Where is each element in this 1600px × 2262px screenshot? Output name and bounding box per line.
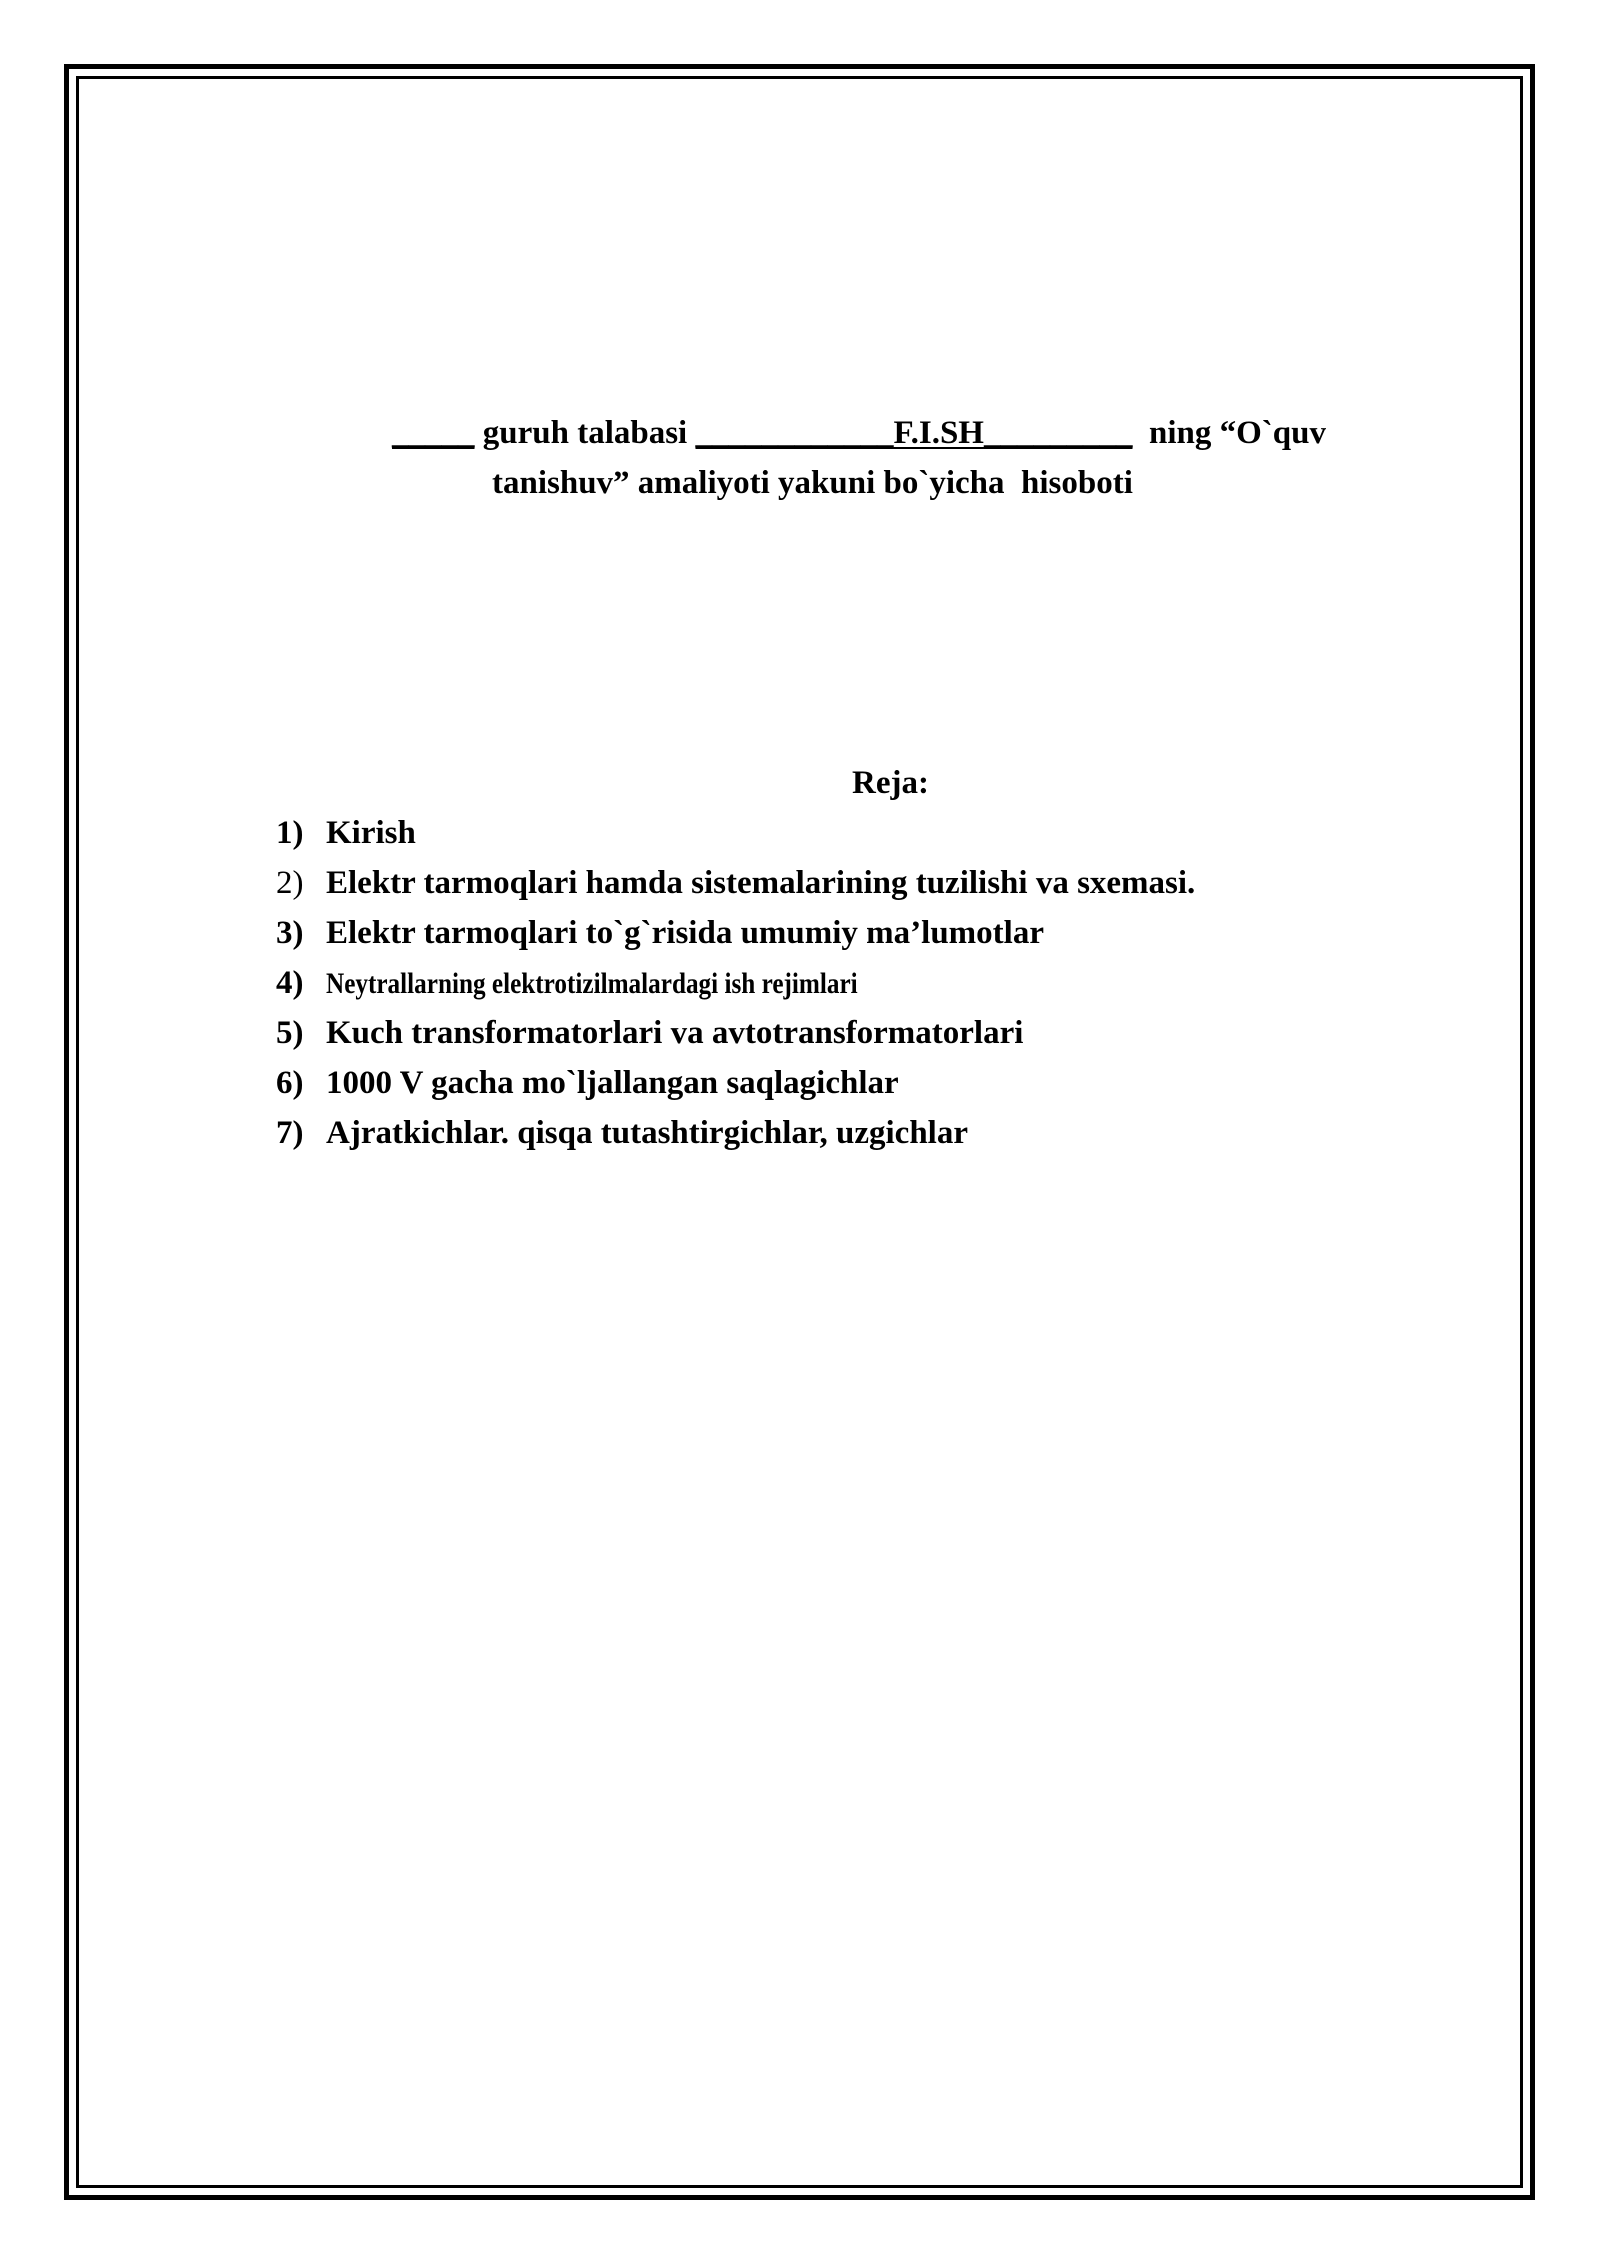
- plan-item-1: [276, 808, 1376, 858]
- plan-item-4: [276, 958, 1376, 1008]
- plan-item-number: 7): [276, 1115, 304, 1151]
- group-text: guruh talabasi: [474, 415, 696, 451]
- plan-item-number: 5): [276, 1015, 304, 1051]
- name-blank-right: _________: [983, 415, 1133, 451]
- plan-item-text: Ajratkichlar. qisqa tutashtirgichlar, uzgichlar: [326, 1115, 969, 1151]
- plan-list: [276, 808, 1376, 1158]
- plan-item-number: 4): [276, 965, 304, 1001]
- plan-item-text: Kuch transformatorlari va avtotransformatorlari: [326, 1015, 1024, 1051]
- plan-item-text: Kirish: [326, 815, 416, 851]
- report-heading: [392, 408, 1452, 508]
- group-blank: _____: [392, 415, 475, 451]
- plan-title: Reja:: [852, 765, 929, 801]
- plan-item-5: [276, 1008, 1376, 1058]
- plan-item-number: 6): [276, 1065, 304, 1101]
- plan-item-number: 3): [276, 915, 304, 951]
- plan-item-text: Elektr tarmoqlari to`g`risida umumiy ma’lumotlar: [326, 915, 1044, 951]
- plan-item-7: [276, 1108, 1376, 1158]
- name-blank-left: ____________: [695, 415, 894, 451]
- name-placeholder: F.I.SH: [893, 415, 984, 451]
- plan-item-number: 2): [276, 865, 304, 901]
- plan-item-3: [276, 908, 1376, 958]
- plan-item-text: Neytrallarning elektrotizilmalardagi ish rejimlari: [326, 967, 858, 1000]
- plan-item-6: [276, 1058, 1376, 1108]
- heading-line-2: tanishuv” amaliyoti yakuni bo`yicha hisoboti: [492, 465, 1133, 501]
- plan-item-text: Elektr tarmoqlari hamda sistemalarining tuzilishi va sxemasi.: [326, 865, 1196, 901]
- heading-line-1: [392, 408, 1452, 458]
- plan-item-2: [276, 858, 1376, 908]
- plan-item-number: 1): [276, 815, 304, 851]
- plan-item-text: 1000 V gacha mo`ljallangan saqlagichlar: [326, 1065, 899, 1101]
- heading-line-1-tail: ning “O`quv: [1132, 415, 1326, 451]
